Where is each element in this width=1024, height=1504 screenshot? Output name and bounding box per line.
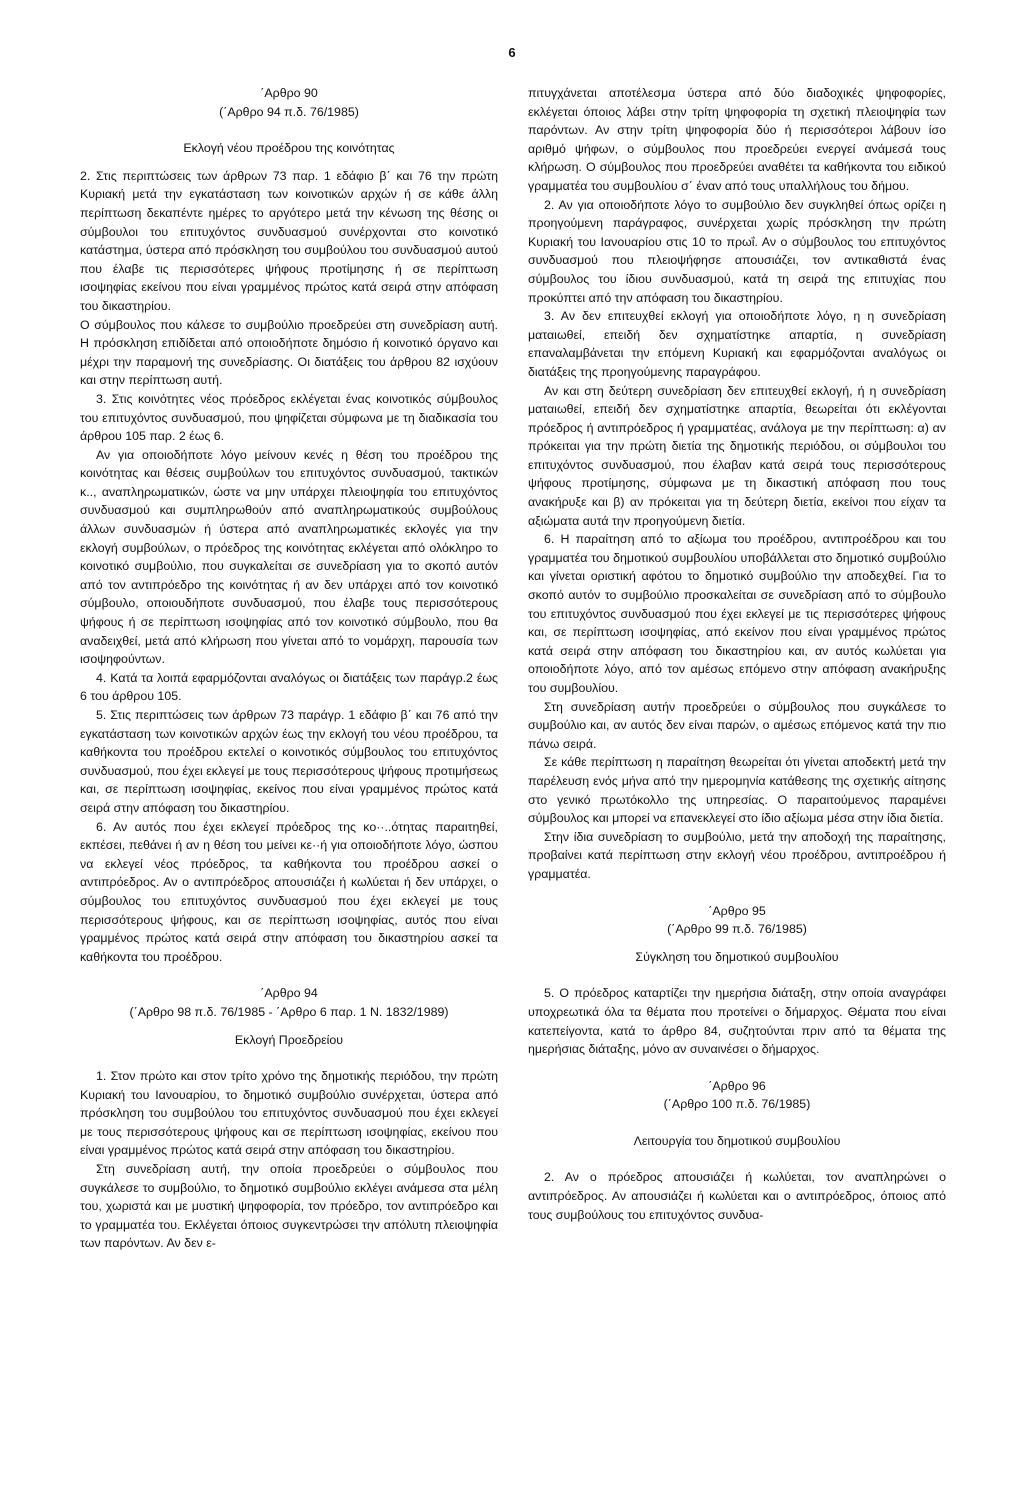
article-95-subtitle: Σύγκληση του δημοτικού συμβουλίου [635,949,839,964]
paragraph: 6. Η παραίτηση από το αξίωμα του προέδρου, αντιπροέδρου και του γραμματέα του δημοτικού συμβουλίου υποβάλλεται στο δημοτικό συμβούλιο και γίνεται οριστική αφότου το δημοτικό συμβούλιο την αποδεχθεί. Για το σκοπό αυτόν το συμβούλιο προσκαλείται σε συνεδρίαση από το σύμβουλο του επιτυχόντος συνδυασμού που έχει εκλεγεί με τις περισσότερες ψήφους και, σε περίπτωση ισοψηφίας, από εκείνον που είναι γραμμένος πρώτος κατά σειρά στην απόφαση του δικαστηρίου και, αν αυτός κωλύεται για οποιοδήποτε λόγο, από τον αμέσως επόμενο στην απόφαση ανακήρυξης του συμβουλίου. [528,532,946,695]
article-96-title: ΄Αρθρο 96 [708,1078,766,1093]
paragraph: Ο σύμβουλος που κάλεσε το συμβούλιο προεδρεύει στη συνεδρίαση αυτή. Η πρόσκληση επιδίδεται από οποιοδήποτε δημόσιο ή κοινοτικό όργανο και μέχρι την παραμονή της συνεδρίασης. Οι διατάξεις του άρθρου 82 ισχύουν και στην περίπτωση αυτή. [80,317,498,388]
paragraph: 1. Στον πρώτο και στον τρίτο χρόνο της δημοτικής περιόδου, την πρώτη Κυριακή του Ιανουαρίου, το δημοτικό συμβούλιο συνέρχεται, ύστερα από πρόσκληση του συμβούλου του επιτυχόντος συνδυασμού που έχει εκλεγεί με τους περισσότερους ψήφους και σε περίπτωση ισοψηφίας, εκείνου που είναι γραμμένος πρώτος κατά σειρά στην απόφαση του δικαστηρίου. [80,1069,498,1158]
paragraph: Στη συνεδρίαση αυτή, την οποία προεδρεύει ο σύμβουλος που συγκάλεσε το συμβούλιο, το δημοτικό συμβούλιο εκλέγει ανάμεσα στα μέλη του, χωριστά και με μυστική ψηφοφορία, τον πρόεδρο, τον αντιπρόεδρο και το γραμματέα του. Εκλέγεται όποιος συγκεντρώσει την απόλυτη πλειοψηφία των παρόντων. Αν δεν ε- [80,1162,498,1251]
article-90-reference: (΄Αρθρο 94 π.δ. 76/1985) [219,104,359,119]
article-94-title: ΄Αρθρο 94 [260,986,318,1001]
left-column [80,84,498,1253]
paragraph: 2. Στις περιπτώσεις των άρθρων 73 παρ. 1 εδάφιο β΄ και 76 την πρώτη Κυριακή μετά την εγκατάσταση των κοινοτικών αρχών ή σε κάθε άλλη περίπτωση δεκαπέντε ημέρες το αργότερο μετά την κένωση της θέσης οι σύμβουλοι του επιτυχόντος συνδυασμού συνέρχονται στο κοινοτικό κατάστημα, ύστερα από πρόσκληση του συμβούλου του συνδυασμού αυτού που έλαβε τις περισσότερες ψήφους προτίμησης ή σε περίπτωση ισοψηφίας εκείνου που είναι γραμμένος πρώτος κατά σειρά στην απόφαση του δικαστηρίου. [80,168,498,313]
page-number: 6 [508,45,516,60]
paragraph: 2. Αν για οποιοδήποτε λόγο το συμβούλιο δεν συγκληθεί όπως ορίζει η προηγούμενη παράγραφος, συνέρχεται χωρίς πρόσκληση την πρώτη Κυριακή του Ιανουαρίου στις 10 το πρωΐ. Αν ο σύμβουλος του επιτυχόντος συνδυασμού που πλειοψήφησε απουσιάζει, τον αντικαθιστά ένας σύμβουλος του ίδιου συνδυασμού, κατά τη σειρά της επιτυχίας που προκύπτει από την απόφαση του δικαστηρίου. [528,197,946,305]
article-95-reference: (΄Αρθρο 99 π.δ. 76/1985) [667,922,807,937]
right-column [528,84,946,1224]
paragraph: 3. Αν δεν επιτευχθεί εκλογή για οποιοδήποτε λόγο, η η συνεδρίαση ματαιωθεί, επειδή δεν σχηματίστηκε απαρτία, η συνεδρίαση επαναλαμβάνεται την επόμενη Κυριακή και εφαρμόζονται αναλόγως οι διατάξεις της προηγούμενης παραγράφου. [528,309,946,379]
paragraph: Σε κάθε περίπτωση η παραίτηση θεωρείται ότι γίνεται αποδεκτή μετά την παρέλευση ενός μήνα από την ημερομηνία κατάθεσης της σχετικής αίτησης στο γενικό πρωτόκολλο της υπηρεσίας. Ο παραιτούμενος παραμένει σύμβουλος και μπορεί να επανεκλεγεί στο ίδιο αξίωμα μέσα στην ίδια διετία. [528,755,946,826]
paragraph: 5. Στις περιπτώσεις των άρθρων 73 παράγρ. 1 εδάφιο β΄ και 76 από την εγκατάσταση των κοινοτικών αρχών έως την εκλογή του νέου προέδρου, τα καθήκοντα του προέδρου εκτελεί ο κοινοτικός σύμβουλος του επιτυχόντος συνδυασμού, που έχει εκλεγεί με τους περισσότερους ψήφους προτιμήσεως και, σε περίπτωση ισοψηφίας, εκείνος που είναι γραμμένος πρώτος κατά σειρά στην απόφαση του δικαστηρίου. [80,708,498,815]
article-96-reference: (΄Αρθρο 100 π.δ. 76/1985) [663,1097,811,1112]
paragraph: Αν για οποιοδήποτε λόγο μείνουν κενές η θέση του προέδρου της κοινότητας και θέσεις συμβούλων του επιτυχόντος συνδυασμού, τακτικών κ.., αναπληρωματικών, ώστε να μην υπάρχει πλειοψηφία του επιτυχόντος συνδυασμού και συμπληρωθούν από αναπληρωματικούς συμβούλους άλλων συνδυασμών ή ύστερα από αναπληρωματικές εκλογές για την εκλογή συμβούλων, ο πρόεδρος της κοινότητας εκλέγεται από ολόκληρο το κοινοτικό συμβούλιο, που συγκαλείται σε συνεδρίαση για το σκοπό αυτόν από τον αντιπρόεδρο της κοινότητας ή αν δεν υπάρχει από τον κοινοτικό σύμβουλο, οποιουδήποτε συνδυασμού, που έλαβε τους περισσότερους ψήφους ή σε περίπτωση ισοψηφίας από τον κοινοτικό σύμβουλο, που θα αναδειχθεί, μετά από κλήρωση που γίνεται από το νομάρχη, παρουσία των ισοψηφούντων. [80,447,498,667]
paragraph: 6. Αν αυτός που έχει εκλεγεί πρόεδρος της κο··..ότητας παραιτηθεί, εκπέσει, πεθάνει ή αν η θέση του μείνει κε··ή για οποιοδήποτε λόγο, ώσπου να εκλεγεί νέος πρόεδρος, τα καθήκοντα του προέδρου ασκεί ο αντιπρόεδρος. Αν ο αντιπρόεδρος απουσιάζει ή κωλύεται ή δεν υπάρχει, ο σύμβουλος του επιτυχόντος συνδυασμού που έχει εκλεγεί με τους περισσότερους ψήφους, και σε περίπτωση ισοψηφίας, αυτός που είναι γραμμένος πρώτος κατά σειρά στην απόφαση του δικαστηρίου ασκεί τα καθήκοντα του προέδρου. [80,819,498,964]
paragraph: 5. Ο πρόεδρος καταρτίζει την ημερήσια διάταξη, στην οποία αναγράφει υποχρεωτικά όλα τα θέματα που προτείνει ο δήμαρχος. Θέματα που είναι κατεπείγοντα, κατά το άρθρο 84, συζητούνται πριν από τα θέματα της ημερήσιας διάταξης, μόνο αν συναινέσει ο δήμαρχος. [528,986,946,1057]
paragraph: 4. Κατά τα λοιπά εφαρμόζονται αναλόγως οι διατάξεις των παράγρ.2 έως 6 του άρθρου 105. [80,670,498,704]
article-95-title: ΄Αρθρο 95 [708,903,766,918]
article-90-title: ΄Αρθρο 90 [260,86,318,100]
paragraph: Στην ίδια συνεδρίαση το συμβούλιο, μετά την αποδοχή της παραίτησης, προβαίνει κατά περίπτωση στην εκλογή νέου προέδρου, αντιπροέδρου ή γραμματέα. [528,829,946,881]
paragraph: 2. Αν ο πρόεδρος απουσιάζει ή κωλύεται, τον αναπληρώνει ο αντιπρόεδρος. Αν απουσιάζει ή κωλύεται και ο αντιπρόεδρος, όποιος από τους συμβούλους του επιτυχόντος συνδυα- [528,1170,946,1222]
paragraph: πιτυγχάνεται αποτέλεσμα ύστερα από δύο διαδοχικές ψηφοφορίες, εκλέγεται όποιος λάβει στην τρίτη ψηφοφορία τη σχετική πλειοψηφία των παρόντων. Αν στην τρίτη ψηφοφορία δύο ή περισσότεροι λάβουν ίσο αριθμό ψήφων, ο σύμβουλος που προεδρεύει ενεργεί ανάμεσά τους κλήρωση. Ο σύμβουλος που προεδρεύει αναθέτει τα καθήκοντα του ειδικού γραμματέα του συμβουλίου σ΄ έναν από τους υπαλλήλους του δήμου. [528,86,946,193]
paragraph: Αν και στη δεύτερη συνεδρίαση δεν επιτευχθεί εκλογή, ή η συνεδρίαση ματαιωθεί, επειδή δεν σχηματίστηκε απαρτία, θεωρείται ότι εκλέγονται πρόεδρος ή αντιπρόεδρος ή γραμματέας, ανάλογα με την περίπτωση: α) αν πρόκειται για την πρώτη διετία της δημοτικής περιόδου, οι σύμβουλοι του επιτυχόντος συνδυασμού, που έλαβαν κατά σειρά τους περισσότερους ψήφους προτίμησης, σύμφωνα με τη δικαστική απόφαση που τους ανακήρυξε και β) αν πρόκειται για τη δεύτερη διετία, εκείνοι που είχαν τα αξιώματα αυτά την προηγούμενη διετία. [528,383,946,528]
paragraph: Στη συνεδρίαση αυτήν προεδρεύει ο σύμβουλος που συγκάλεσε το συμβούλιο και, αν αυτός δεν είναι παρών, ο αμέσως επόμενος κατά την πιο πάνω σειρά. [528,699,946,751]
paragraph: 3. Στις κοινότητες νέος πρόεδρος εκλέγεται ένας κοινοτικός σύμβουλος του επιτυχόντος συνδυασμού, που ψηφίζεται σύμφωνα με τη διαδικασία του άρθρου 105 παρ. 2 έως 6. [80,391,498,444]
article-90-subtitle: Εκλογή νέου προέδρου της κοινότητας [183,141,395,156]
article-94-reference: (΄Αρθρο 98 π.δ. 76/1985 - ΄Αρθρο 6 παρ. 1 Ν. 1832/1989) [129,1004,449,1019]
article-94-subtitle: Εκλογή Προεδρείου [234,1032,344,1047]
article-96-subtitle: Λειτουργία του δημοτικού συμβουλίου [633,1133,841,1148]
